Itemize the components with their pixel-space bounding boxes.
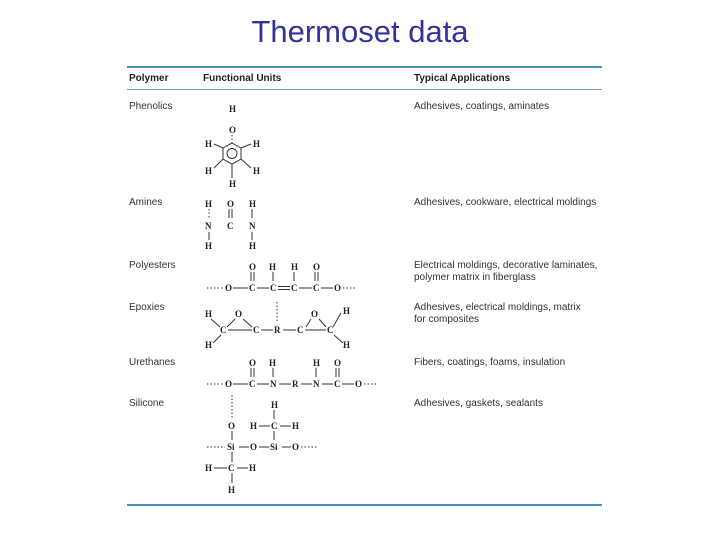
atom-label: H — [313, 358, 321, 368]
atom-label: O — [225, 283, 233, 293]
urethane-structure — [207, 358, 378, 389]
atom-label: O — [334, 358, 342, 368]
atom-label: C — [227, 221, 234, 231]
header-polymer: Polymer — [129, 73, 169, 84]
atom-label: H — [205, 241, 213, 251]
atom-label: Si — [227, 442, 235, 452]
atom-label: O — [249, 262, 257, 272]
polyester-structure — [207, 262, 357, 293]
atom-label: H — [292, 421, 300, 431]
atom-label: H — [229, 179, 237, 189]
atom-label: O — [235, 309, 243, 319]
polymer-polyesters: Polyesters — [129, 260, 176, 271]
atom-label: H — [249, 199, 257, 209]
atom-label: H — [291, 262, 299, 272]
atom-label: O — [227, 199, 235, 209]
atom-label: C — [297, 325, 304, 335]
atom-label: R — [292, 379, 299, 389]
applications-polyesters: Electrical moldings, decorative laminates, polymer matrix in fiberglass — [414, 260, 598, 283]
atom-label: N — [313, 379, 320, 389]
atom-label: N — [205, 221, 212, 231]
atom-label: O — [355, 379, 363, 389]
phenolic-structure — [205, 104, 260, 189]
header-functional-units: Functional Units — [203, 73, 282, 84]
atom-label: H — [205, 199, 213, 209]
applications-amines: Adhesives, cookware, electrical moldings — [414, 197, 597, 208]
amine-structure — [205, 199, 256, 251]
atom-label: O — [225, 379, 233, 389]
atom-label: H — [205, 463, 213, 473]
atom-label: N — [249, 221, 256, 231]
atom-label: O — [249, 358, 257, 368]
atom-label: H — [249, 463, 257, 473]
atom-label: H — [271, 400, 279, 410]
atom-label: H — [343, 306, 351, 316]
functional-units-structures — [195, 95, 415, 500]
atom-label: O — [311, 309, 319, 319]
atom-label: C — [270, 283, 277, 293]
applications-phenolics: Adhesives, coatings, aminates — [414, 101, 550, 112]
atom-label: H — [205, 340, 213, 350]
atom-label: C — [271, 421, 278, 431]
applications-silicone: Adhesives, gaskets, sealants — [414, 398, 543, 409]
table-header-rule — [127, 89, 602, 90]
atom-label: H — [249, 241, 257, 251]
atom-label: R — [274, 325, 281, 335]
atom-label: C — [327, 325, 334, 335]
atom-label: C — [220, 325, 227, 335]
atom-label: H — [253, 166, 261, 176]
table-bottom-rule — [127, 504, 602, 506]
atom-label: H — [343, 340, 351, 350]
polymer-urethanes: Urethanes — [129, 357, 176, 368]
atom-label: H — [229, 104, 237, 114]
atom-label: O — [229, 125, 237, 135]
atom-label: H — [250, 421, 258, 431]
polymer-silicone: Silicone — [129, 398, 165, 409]
epoxy-structure — [205, 302, 350, 350]
polymer-phenolics: Phenolics — [129, 101, 173, 112]
applications-urethanes: Fibers, coatings, foams, insulation — [414, 357, 566, 368]
atom-label: C — [228, 463, 235, 473]
atom-label: Si — [270, 442, 278, 452]
polymer-amines: Amines — [129, 197, 163, 208]
atom-label: H — [253, 139, 261, 149]
atom-label: H — [205, 139, 213, 149]
atom-label: C — [334, 379, 341, 389]
atom-label: O — [228, 421, 236, 431]
atom-label: C — [249, 379, 256, 389]
table-top-rule — [127, 66, 602, 68]
atom-label: O — [313, 262, 321, 272]
atom-label: O — [292, 442, 300, 452]
atom-label: C — [253, 325, 260, 335]
atom-label: H — [205, 166, 213, 176]
atom-label: N — [270, 379, 277, 389]
atom-label: H — [269, 358, 277, 368]
atom-label: C — [249, 283, 256, 293]
atom-label: C — [291, 283, 298, 293]
header-typical-applications: Typical Applications — [414, 73, 511, 84]
atom-label: O — [334, 283, 342, 293]
applications-epoxies: Adhesives, electrical moldings, matrix for composites — [414, 302, 581, 325]
atom-label: H — [205, 309, 213, 319]
atom-label: O — [250, 442, 258, 452]
atom-label: H — [228, 485, 236, 495]
atom-label: C — [313, 283, 320, 293]
polymer-epoxies: Epoxies — [129, 302, 165, 313]
atom-label: H — [269, 262, 277, 272]
slide-title: Thermoset data — [251, 14, 469, 49]
silicone-structure — [205, 395, 317, 495]
